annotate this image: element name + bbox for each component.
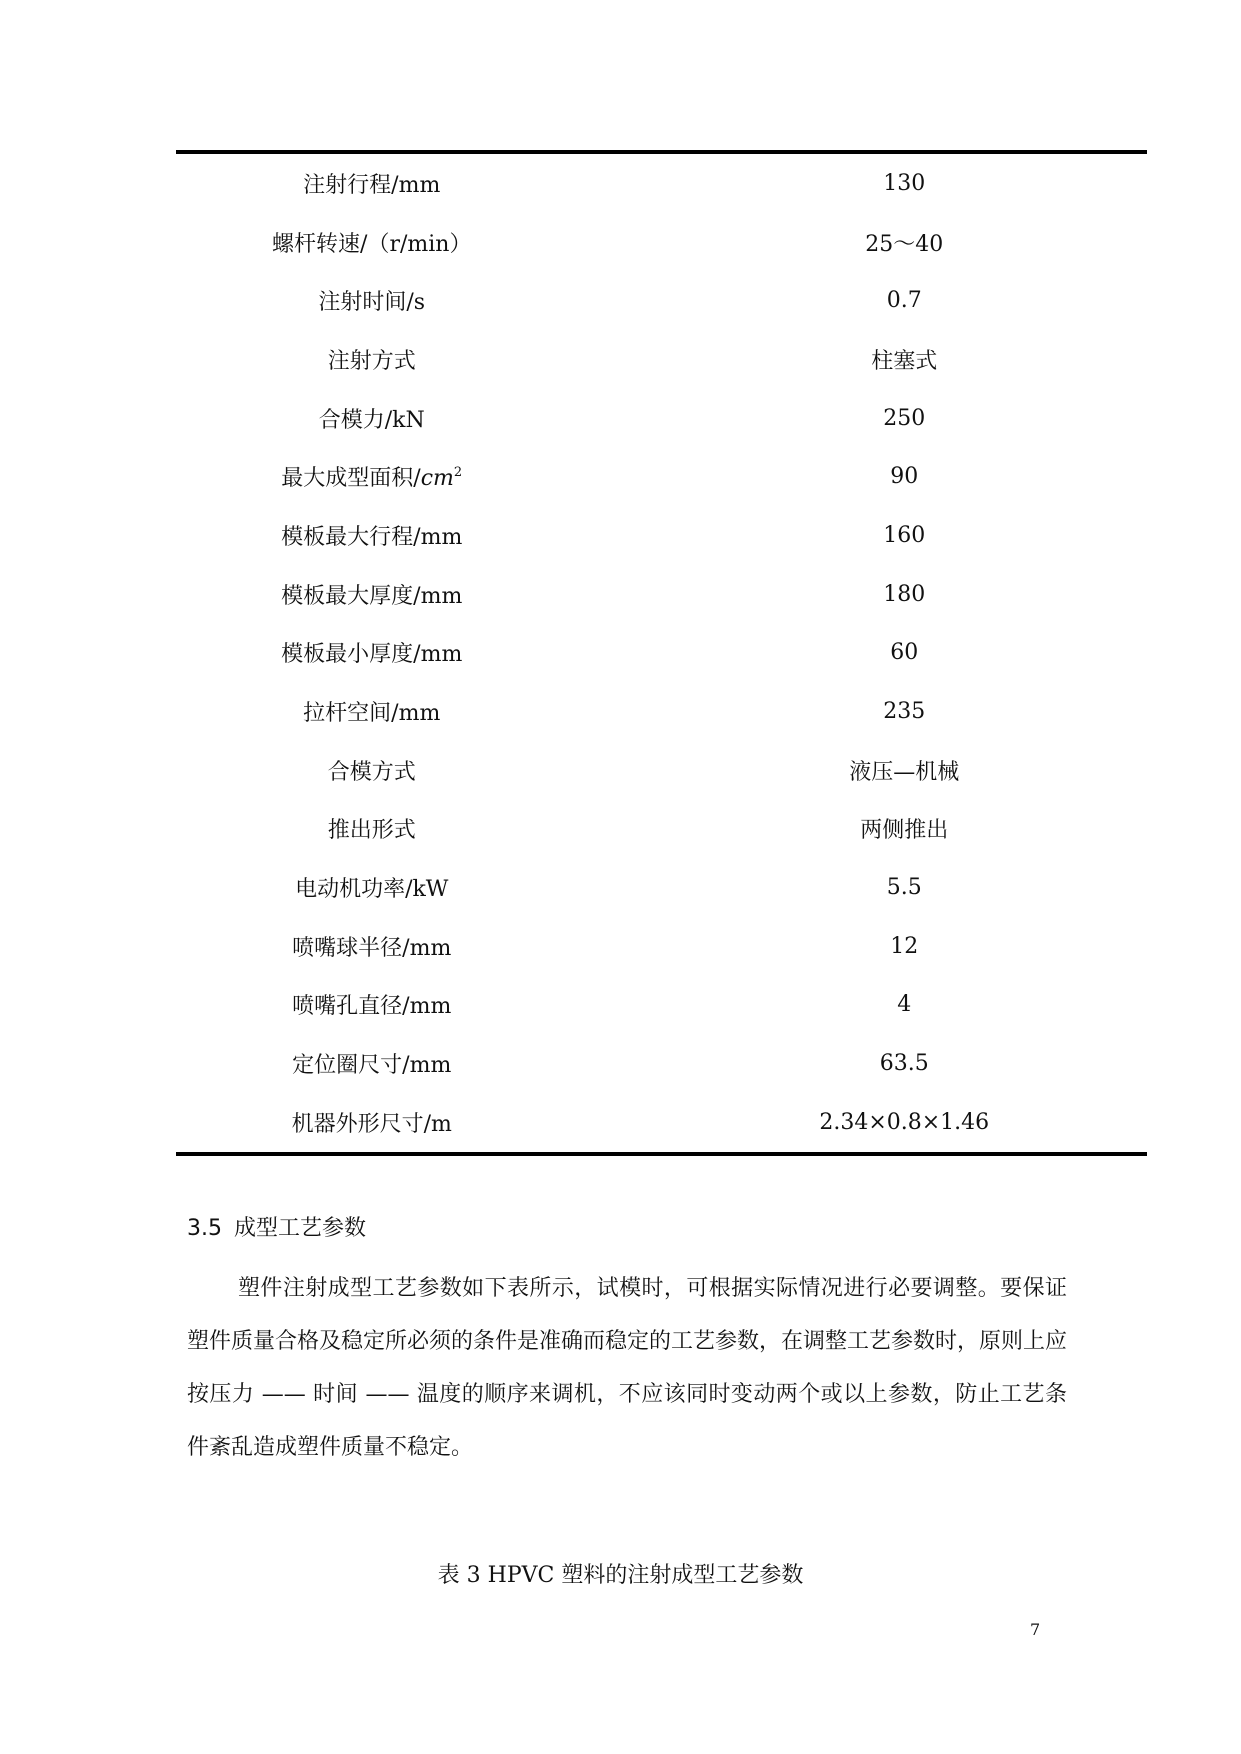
param-name: 合模方式 <box>327 759 416 785</box>
table-row <box>176 976 1147 1035</box>
param-name: 模板最大厚度/mm <box>281 583 463 609</box>
param-name <box>281 466 462 491</box>
table-row <box>176 858 1147 917</box>
value-cell: 4 <box>897 992 912 1018</box>
section-title: 成型工艺参数 <box>234 1216 367 1241</box>
param-cell <box>176 1093 662 1154</box>
injection-machine-spec-table <box>176 150 1147 1156</box>
param-cell <box>176 1034 662 1093</box>
param-cell <box>176 976 662 1035</box>
param-name: 推出形式 <box>327 818 416 844</box>
table-row <box>176 682 1147 741</box>
value-cell: 160 <box>883 522 926 548</box>
body-paragraph: 塑件注射成型工艺参数如下表所示，试模时，可根据实际情况进行必要调整。要保证塑件质量合格及稳定所必须的条件是准确而稳定的工艺参数，在调整工艺参数时，原则上应按压力 —— 时间 —— 温度的顺序来调机，不应该同时变动两个或以上参数，防止工艺条件紊乱造成塑件质量不稳定。 <box>187 1276 1068 1460</box>
unit-exponent: 2 <box>453 465 463 481</box>
value-cell: 25～40 <box>865 231 944 257</box>
param-cell <box>176 800 662 859</box>
param-name: 螺杆转速/（r/min） <box>272 231 472 257</box>
table-row <box>176 447 1147 506</box>
value-cell: 235 <box>883 699 926 725</box>
value-cell: 63.5 <box>879 1051 929 1077</box>
param-cell <box>176 213 662 272</box>
param-cell <box>176 917 662 976</box>
param-name: 模板最小厚度/mm <box>281 642 463 668</box>
param-cell <box>176 271 662 330</box>
table-row <box>176 506 1147 565</box>
param-cell <box>176 506 662 565</box>
table-row <box>176 1034 1147 1093</box>
value-cell: 12 <box>890 933 919 959</box>
value-cell: 180 <box>883 581 926 607</box>
section-heading <box>187 1211 366 1242</box>
param-name: 模板最大行程/mm <box>281 524 463 550</box>
table-row <box>176 800 1147 859</box>
value-cell: 5.5 <box>886 875 922 901</box>
unit-cm: cm <box>420 466 454 492</box>
table-row <box>176 330 1147 389</box>
value-cell: 90 <box>890 464 919 490</box>
page-number: 7 <box>1030 1620 1041 1639</box>
table-row <box>176 917 1147 976</box>
table-row <box>176 152 1147 213</box>
value-cell: 130 <box>883 170 926 196</box>
param-cell <box>176 565 662 624</box>
param-name: 机器外形尺寸/m <box>291 1111 452 1137</box>
param-name: 拉杆空间/mm <box>303 701 441 727</box>
table-row <box>176 271 1147 330</box>
param-name: 定位圈尺寸/mm <box>292 1053 452 1079</box>
value-cell: 两侧推出 <box>860 818 949 844</box>
param-cell <box>176 858 662 917</box>
param-cell <box>176 152 662 213</box>
param-cell <box>176 330 662 389</box>
param-name: 注射方式 <box>327 348 416 374</box>
table-row <box>176 213 1147 272</box>
param-cell <box>176 624 662 683</box>
value-cell: 60 <box>890 640 919 666</box>
table-row <box>176 741 1147 800</box>
param-name: 合模力/kN <box>318 407 425 433</box>
table-row <box>176 1093 1147 1154</box>
value-cell: 2.34×0.8×1.46 <box>819 1109 990 1135</box>
param-cell <box>176 447 662 506</box>
param-name-text: 最大成型面积/ <box>281 466 421 492</box>
param-cell <box>176 741 662 800</box>
param-name: 喷嘴球半径/mm <box>292 935 452 961</box>
section-number: 3.5 <box>187 1216 222 1241</box>
spec-table-body <box>176 152 1147 1154</box>
table-row <box>176 565 1147 624</box>
table-row <box>176 389 1147 448</box>
param-name: 注射行程/mm <box>303 172 441 198</box>
param-cell <box>176 682 662 741</box>
value-cell: 0.7 <box>886 288 922 314</box>
param-name: 电动机功率/kW <box>295 877 449 903</box>
param-name: 喷嘴孔直径/mm <box>292 994 452 1020</box>
value-cell: 250 <box>883 405 926 431</box>
table-caption: 表 3 HPVC 塑料的注射成型工艺参数 <box>437 1563 804 1588</box>
table-row <box>176 624 1147 683</box>
param-name: 注射时间/s <box>318 290 426 316</box>
value-cell: 柱塞式 <box>871 348 938 374</box>
value-cell: 液压—机械 <box>849 759 960 785</box>
param-cell <box>176 389 662 448</box>
